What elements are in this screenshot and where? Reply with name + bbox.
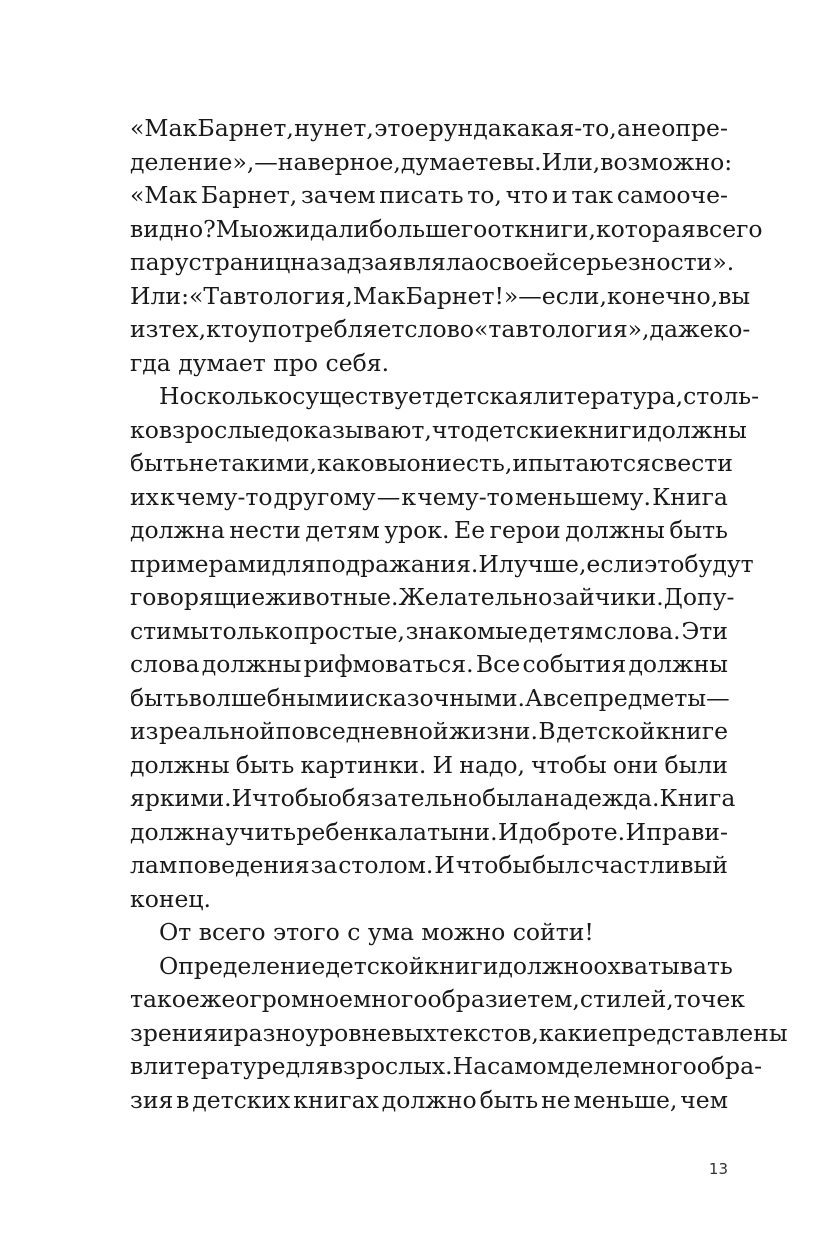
text-line: деление», — наверное, думаете вы. Или, возможно: [130, 147, 733, 176]
text-line: Но сколько существует детская литература, столь- [159, 382, 760, 410]
text-line: яркими. И чтобы обязательно была надежда. Книга [130, 784, 736, 812]
text-line: должны быть картинки. И надо, чтобы они были [130, 750, 728, 779]
text-line: должна учить ребенка латыни. И доброте. И прави- [130, 817, 728, 846]
text-line: От всего этого с ума можно сойти! [159, 918, 594, 946]
text-line: зия в детских книгах должно быть не меньше, чем [130, 1085, 728, 1114]
text-line: говорящие животные. Желательно зайчики. Допу- [130, 583, 735, 611]
text-line: должна нести детям урок. Ее герои должны быть [130, 516, 728, 544]
text-line: ко взрослые доказывают, что детские книги должны [130, 415, 747, 444]
text-line: в литературе для взрослых. На самом деле многообра- [130, 1052, 763, 1080]
text-line: Или: «Тавтология, Мак Барнет!» — если, конечно, вы [130, 281, 751, 310]
text-line: «Мак Барнет, ну нет, это ерунда какая-то, а не опре- [130, 114, 728, 142]
text-line: слова должны рифмоваться. Все события должны [130, 650, 728, 678]
page-number: 13 [708, 1160, 728, 1178]
text-line: из тех, кто употребляет слово «тавтология», даже ко- [130, 315, 751, 343]
text-line: пару страниц назад заявляла о своей серьезности». [130, 248, 735, 276]
text-line: быть волшебными и сказочными. А все предметы — [130, 683, 730, 712]
text-line: лам поведения за столом. И чтобы был счастливый [130, 851, 728, 879]
text-line: такое же огромное многообразие тем, стилей, точек [130, 985, 745, 1013]
text-line: гда думает про себя. [130, 348, 390, 377]
text-line: зрения и разноуровневых текстов, какие представлены [130, 1018, 788, 1047]
text-line: конец. [130, 884, 211, 913]
text-line: быть не такими, каковы они есть, и пытаются свести [130, 449, 733, 477]
text-line: Определение детской книги должно охватывать [159, 951, 733, 980]
text-line: видно? Мы ожидали большего от книги, которая всего [130, 214, 763, 243]
text-line: стимы только простые, знакомые детям слова. Эти [130, 616, 728, 645]
body-text [130, 112, 788, 1117]
text-line: их к чему-то другому — к чему-то меньшему. Книга [130, 482, 728, 511]
text-line: из реальной повседневной жизни. В детской книге [130, 717, 728, 745]
text-line: «Мак Барнет, зачем писать то, что и так самооче- [130, 181, 728, 209]
text-line: примерами для подражания. И лучше, если это будут [130, 549, 754, 578]
